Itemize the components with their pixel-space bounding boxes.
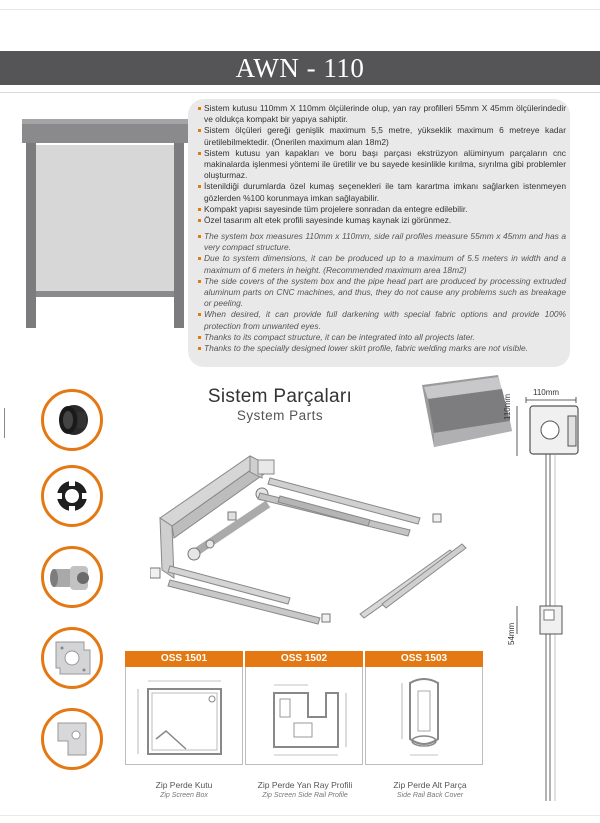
feature-tr-item: Sistem kutusu yan kapakları ve boru başı parçası ekstrüzyon alüminyum parçaların cnc makinalarda işlenmesi yöntemi ile üretilir ve bu sayede kesinlikle kırılma, sıyrılma gibi problemler oluşturmaz.: [198, 148, 566, 182]
profile-name-en: Zip Screen Box: [160, 792, 208, 799]
bottom-part-profile-drawing: [366, 669, 482, 764]
profile-code: OSS 1503: [365, 651, 483, 667]
feature-en-item: When desired, it can provide full darkening with special fabric options and provide 100% protection from unwanted eyes.: [198, 309, 566, 331]
product-bottom-bar: [36, 291, 174, 297]
feature-en-item: The system box measures 110mm x 110mm, side rail profiles measure 55mm x 45mm and has a very compact structure.: [198, 231, 566, 253]
title-bar: [0, 51, 600, 85]
end-cap-icon: [44, 392, 100, 448]
feature-en-item: Due to system dimensions, it can be produced up to a maximum of 5.5 meters in width and a maximum of 6 meters in height. (Recommended maximum area 18m2): [198, 253, 566, 275]
side-rail-profile-drawing: [246, 669, 362, 764]
feature-tr-item: Kompakt yapısı sayesinde tüm projelere sonradan da entegre edilebilir.: [198, 204, 566, 215]
product-image: [18, 115, 190, 330]
part-circle-motor-adapter: [41, 546, 103, 608]
box-profile-drawing: [126, 669, 242, 764]
feature-tr-item: Sistem kutusu 110mm X 110mm ölçülerinde olup, yan ray profilleri 55mm X 45mm ölçülerindedir ve oldukça kompakt bir yapıya sahiptir.: [198, 103, 566, 125]
feature-tr-item: İstenildiği durumlarda özel kumaş seçenekleri ile tam karartma imkanı sağlarken istenmeyen gözlerden %100 korunmaya imkan sağlayabilir.: [198, 181, 566, 203]
parts-title: Sistem Parçaları: [207, 386, 353, 407]
feature-en-item: The side covers of the system box and the pipe head part are produced by processing extruded aluminum parts on CNC machines, and thus, they do not cause any problems such as breakage or peeling.: [198, 276, 566, 310]
profile-name-tr: Zip Perde Kutu: [155, 780, 213, 790]
profile-card-oss1502: [245, 651, 363, 765]
bearing-icon: [44, 468, 100, 524]
motor-adapter-icon: [44, 549, 100, 605]
dim-box-width: 110mm: [533, 388, 560, 397]
part-circle-bearing: [41, 465, 103, 527]
feature-tr-item: Sistem ölçüleri gereği genişlik maximum 5,5 metre, yükseklik maximum 6 metreye kadar üretilebilmektedir. (Önerilen maximum alan 18m2): [198, 125, 566, 147]
edge-mark: [0, 408, 5, 438]
elevation-drawing: [512, 396, 582, 808]
dim-box-height: 110mm: [503, 393, 512, 420]
feature-en-item: Thanks to its compact structure, it can be integrated into all projects later.: [198, 332, 566, 343]
parts-subtitle: System Parts: [236, 408, 324, 423]
feature-tr-item: Özel tasarım alt etek profili sayesinde kumaş kaynak izi görünmez.: [198, 215, 566, 226]
part-circle-side-plate: [41, 627, 103, 689]
dim-rail: 54mm: [507, 622, 516, 645]
profile-code: OSS 1501: [125, 651, 243, 667]
product-fabric: [36, 145, 174, 293]
product-left-rail: [26, 143, 36, 328]
features-tr-list: [198, 103, 566, 226]
exploded-parts-diagram: [150, 438, 470, 638]
profile-name-en: Zip Screen Side Rail Profile: [262, 792, 348, 799]
bottom-rule: [0, 815, 600, 816]
profile-name-tr: Zip Perde Yan Ray Profili: [257, 780, 353, 790]
page-title: AWN - 110: [235, 53, 365, 83]
feature-en-item: Thanks to the specially designed lower skirt profile, fabric welding marks are not visible.: [198, 343, 566, 354]
bracket-icon: [44, 711, 100, 767]
profile-card-oss1501: [125, 651, 243, 765]
product-right-rail: [174, 143, 184, 328]
part-circle-end-cap: [41, 389, 103, 451]
profile-name-en: Side Rail Back Cover: [396, 792, 464, 799]
profile-code: OSS 1502: [245, 651, 363, 667]
product-box-top: [22, 119, 188, 124]
description-panel: [188, 99, 570, 367]
part-circle-bracket: [41, 708, 103, 770]
profile-name-tr: Zip Perde Alt Parça: [393, 780, 467, 790]
features-en-list: [198, 231, 566, 354]
side-plate-icon: [44, 630, 100, 686]
top-rule: [0, 9, 600, 10]
title-divider: [0, 92, 600, 93]
profile-card-oss1503: [365, 651, 483, 765]
